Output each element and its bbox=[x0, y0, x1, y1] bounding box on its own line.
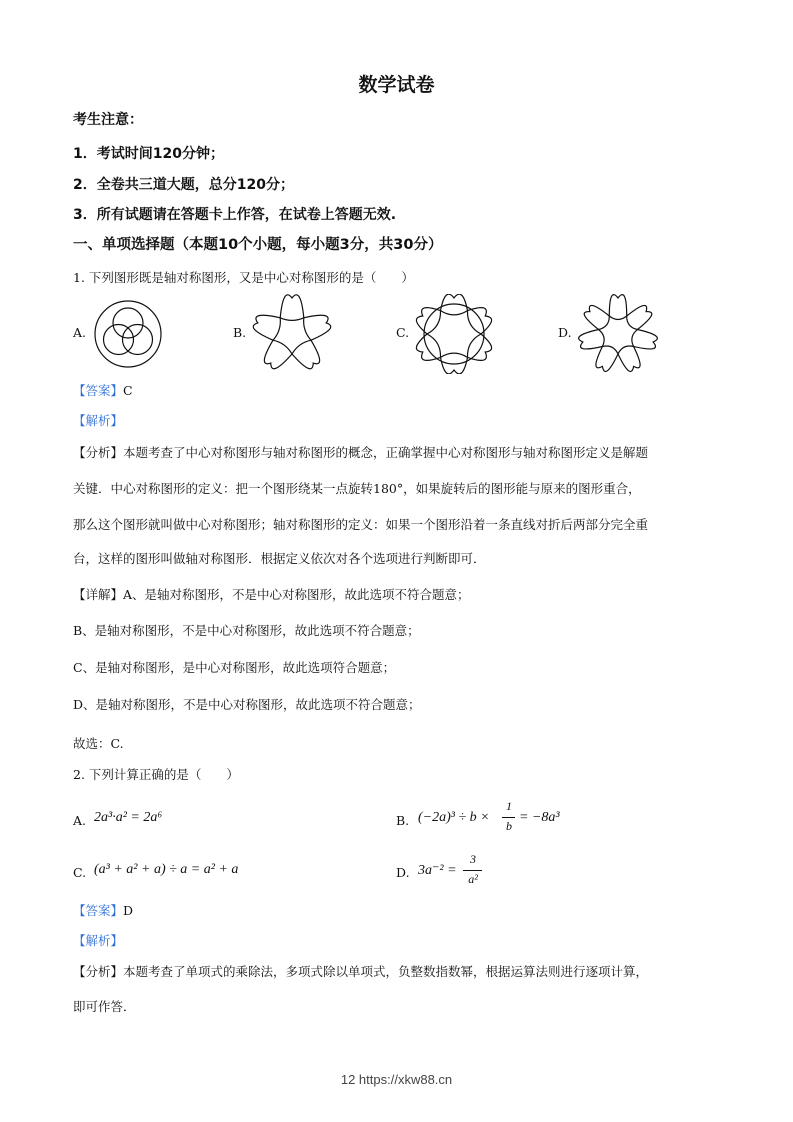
q1-option-b-label: B. bbox=[233, 325, 247, 340]
petal-arc bbox=[416, 334, 440, 360]
petal-arc bbox=[264, 340, 292, 369]
petal-inner-arc bbox=[467, 311, 481, 334]
petal-arc bbox=[634, 330, 658, 349]
q1-fenxi-line-3: 那么这个图形就叫做中心对称图形；轴对称图形的定义：如果一个图形沿着一条直线对折后两部分完全重 bbox=[73, 517, 649, 532]
petal-inner-arc bbox=[280, 318, 304, 321]
q2-option-d-frac-num: 3 bbox=[470, 852, 476, 866]
petal-arc bbox=[468, 308, 492, 334]
petal-arc bbox=[609, 295, 626, 316]
q1-option-a-label: A. bbox=[73, 325, 87, 340]
petal-inner-arc bbox=[627, 316, 638, 330]
petal-arc bbox=[618, 347, 640, 372]
q2-option-c-label: C. bbox=[73, 865, 87, 880]
petal-arc bbox=[468, 334, 492, 360]
q1-figure-c bbox=[414, 294, 494, 374]
fenxi-tag: 【分析】 bbox=[73, 445, 124, 460]
q1-figure-b bbox=[252, 294, 332, 374]
fenxi-text: 本题考查了单项式的乘除法，多项式除以单项式，负整数指数幂，根据运算法则进行逐项计算， bbox=[123, 964, 649, 979]
petal-inner-arc bbox=[427, 311, 441, 334]
petal-inner-arc bbox=[292, 340, 311, 354]
q1-option-c-label: C. bbox=[396, 325, 410, 340]
q1-fenxi-line-2: 关键．中心对称图形的定义：把一个图形绕某一点旋转180°，如果旋转后的图形能与原来的图形重合， bbox=[73, 481, 641, 496]
answer-tag: 【答案】 bbox=[73, 903, 124, 918]
q2-stem: 2. 下列计算正确的是（ ） bbox=[73, 767, 239, 782]
q2-option-d-label: D. bbox=[396, 865, 410, 880]
detail-tag: 【详解】 bbox=[73, 587, 124, 602]
inner-circle bbox=[424, 304, 484, 364]
petal-inner-arc bbox=[273, 340, 292, 354]
q1-answer-value: C bbox=[123, 383, 133, 398]
petal-arc bbox=[596, 347, 618, 372]
q1-conclusion: 故选：C. bbox=[73, 736, 124, 751]
fenxi-text: 本题考查了中心对称图形与轴对称图形的概念，正确掌握中心对称图形与轴对称图形定义是解题 bbox=[123, 445, 649, 460]
section-heading: 一、单项选择题（本题10个小题，每小题3分，共30分） bbox=[73, 237, 443, 253]
q2-answer bbox=[73, 901, 133, 919]
petal-arc bbox=[280, 295, 304, 318]
petal-inner-arc bbox=[427, 334, 441, 357]
petal-inner-arc bbox=[618, 346, 634, 354]
q2-option-b-frac-num: 1 bbox=[506, 799, 512, 813]
petal-inner-arc bbox=[304, 318, 311, 340]
petal-inner-arc bbox=[441, 311, 468, 315]
notice-item-1: 1．考试时间120分钟； bbox=[73, 146, 224, 162]
q2-fenxi-line-1 bbox=[73, 962, 648, 980]
petal-arc bbox=[579, 330, 603, 349]
notice-item-3: 3．所有试题请在答题卡上作答，在试卷上答题无效. bbox=[73, 207, 397, 223]
fenxi-tag: 【分析】 bbox=[73, 964, 124, 979]
q1-figure-d bbox=[578, 294, 658, 374]
petal-inner-arc bbox=[602, 346, 618, 354]
q1-detail-line-1 bbox=[73, 585, 470, 603]
page-title: 数学试卷 bbox=[358, 74, 435, 96]
q1-figure-a bbox=[92, 298, 164, 370]
q2-analysis-tag bbox=[73, 931, 123, 949]
notice-item-2: 2．全卷共三道大题，总分120分； bbox=[73, 177, 294, 193]
petal-inner-arc bbox=[632, 330, 638, 347]
page-footer: 12 https://xkw88.cn bbox=[340, 1072, 453, 1087]
petal-arc bbox=[441, 294, 468, 310]
petal-inner-arc bbox=[599, 330, 605, 347]
q1-stem: 1. 下列图形既是轴对称图形，又是中心对称图形的是（ ） bbox=[73, 270, 414, 285]
q2-option-a-expr: 2a³·a² = 2a⁶ bbox=[94, 810, 163, 825]
petal-inner-arc bbox=[599, 316, 610, 330]
q1-detail-line-3: C、是轴对称图形，是中心对称图形，故此选项符合题意； bbox=[73, 660, 396, 675]
detail-text: A、是轴对称图形，不是中心对称图形，故此选项不符合题意； bbox=[123, 587, 470, 602]
q2-option-b-frac-den: b bbox=[506, 819, 512, 833]
q1-analysis-tag bbox=[73, 411, 123, 429]
analysis-tag: 【解析】 bbox=[73, 413, 124, 428]
petal-arc bbox=[292, 340, 320, 369]
q2-option-d-expr-left: 3a⁻² = bbox=[418, 863, 457, 878]
q2-option-b-expr-right: = −8a³ bbox=[519, 810, 560, 825]
q2-option-a-label: A. bbox=[73, 813, 87, 828]
q1-option-d-label: D. bbox=[558, 325, 572, 340]
q1-fenxi-line-1 bbox=[73, 443, 648, 461]
petal-inner-arc bbox=[609, 316, 626, 320]
q2-option-b-expr-left: (−2a)³ ÷ b × bbox=[418, 810, 490, 825]
q2-option-d-frac-den: a² bbox=[468, 872, 478, 886]
q2-option-d-frac-bar bbox=[463, 870, 482, 871]
q1-answer bbox=[73, 381, 133, 399]
q2-option-b-label: B. bbox=[396, 813, 410, 828]
notice-heading: 考生注意： bbox=[73, 112, 143, 128]
petal-inner-arc bbox=[273, 318, 280, 340]
q2-option-b-frac-bar bbox=[502, 817, 515, 818]
petal-arc bbox=[441, 357, 468, 373]
q2-option-c-expr: (a³ + a² + a) ÷ a = a² + a bbox=[94, 862, 239, 877]
petal-arc bbox=[416, 308, 440, 334]
q1-detail-line-2: B、是轴对称图形，不是中心对称图形，故此选项不符合题意； bbox=[73, 623, 420, 638]
answer-tag: 【答案】 bbox=[73, 383, 124, 398]
q2-fenxi-line-2: 即可作答． bbox=[73, 999, 136, 1014]
q1-fenxi-line-4: 台，这样的图形叫做轴对称图形．根据定义依次对各个选项进行判断即可． bbox=[73, 551, 486, 566]
q1-detail-line-4: D、是轴对称图形，不是中心对称图形，故此选项不符合题意； bbox=[73, 697, 421, 712]
petal-inner-arc bbox=[467, 334, 481, 357]
analysis-tag: 【解析】 bbox=[73, 933, 124, 948]
q2-answer-value: D bbox=[123, 903, 134, 918]
petal-inner-arc bbox=[441, 353, 468, 357]
